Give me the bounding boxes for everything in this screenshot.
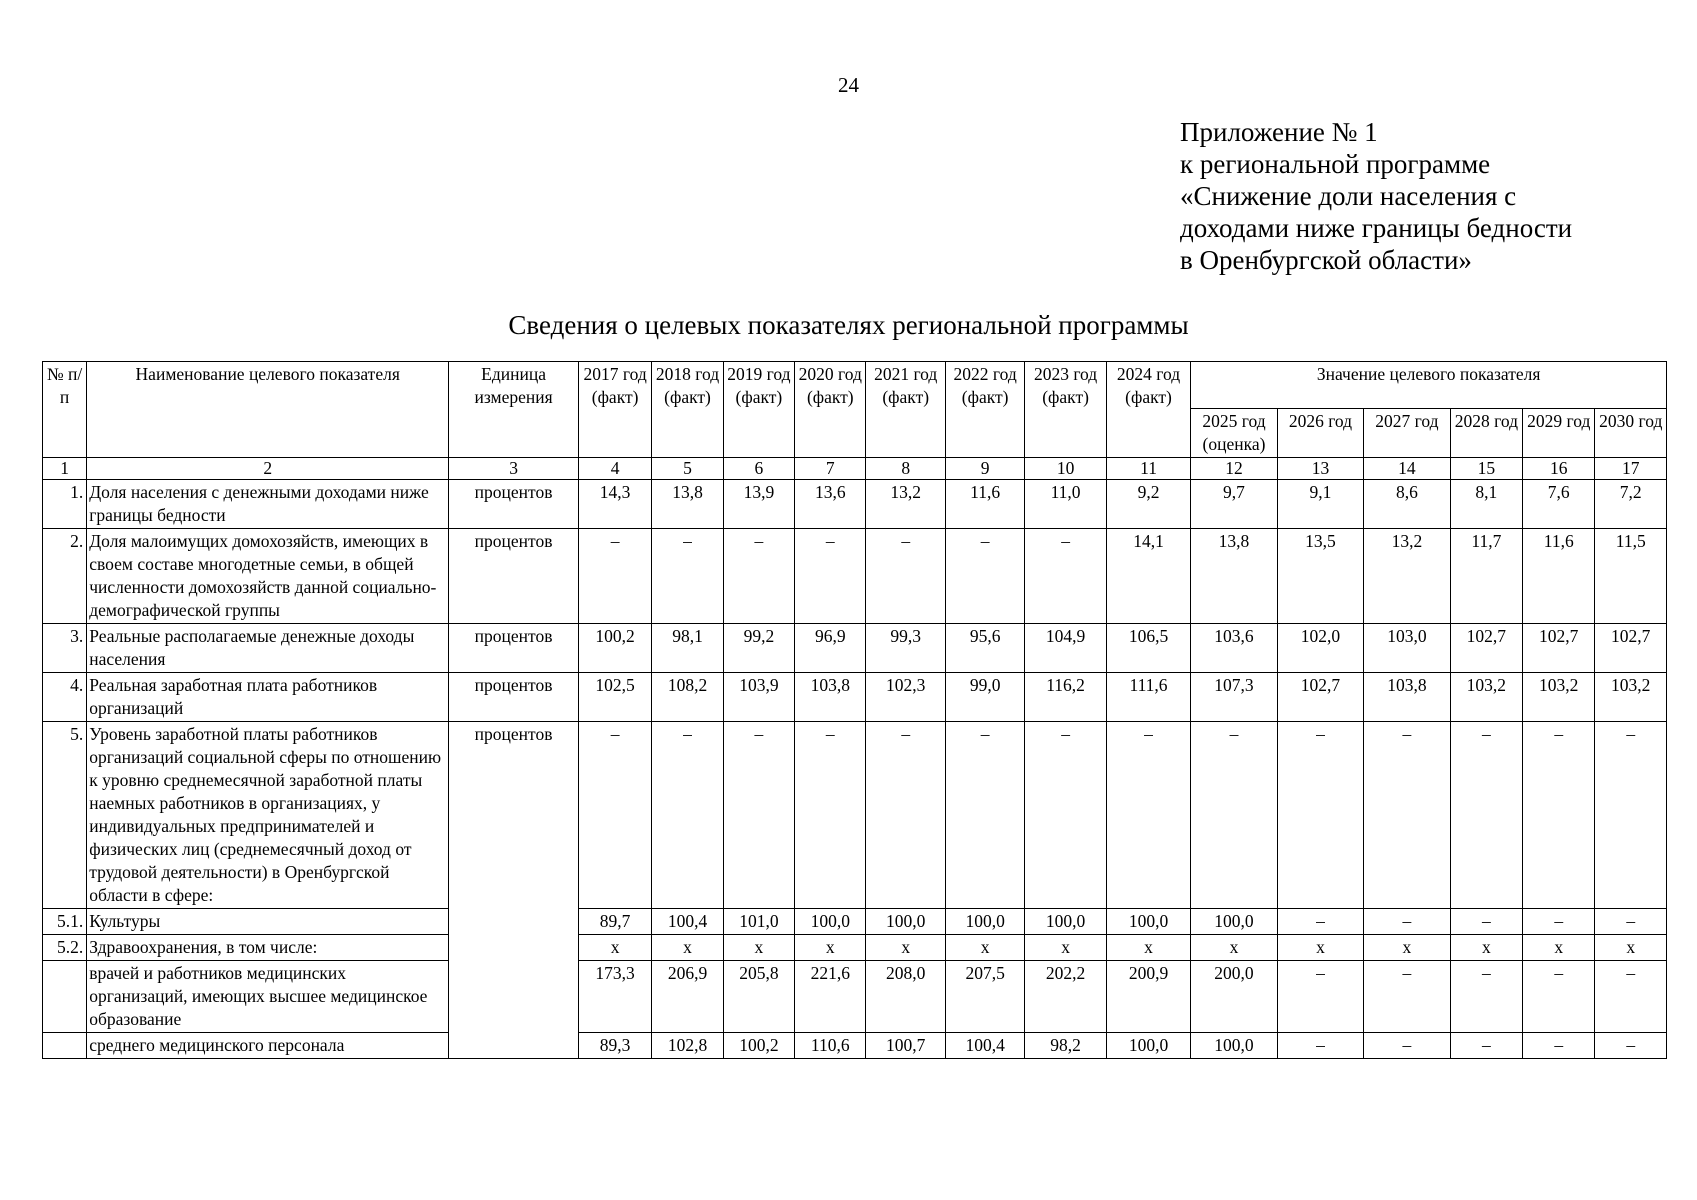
value-cell: 102,7 bbox=[1523, 624, 1595, 673]
value-cell: – bbox=[1106, 722, 1190, 909]
table-row bbox=[43, 480, 1667, 529]
value-cell: – bbox=[652, 722, 723, 909]
value-cell: 13,9 bbox=[723, 480, 794, 529]
row-num: 1. bbox=[43, 480, 87, 529]
value-cell: 13,8 bbox=[652, 480, 723, 529]
row-name: Доля малоимущих домохозяйств, имеющих в своем составе многодетные семьи, в общей численности домохозяйств данной социально-демографической группы bbox=[87, 529, 449, 624]
row-name: Реальные располагаемые денежные доходы населения bbox=[87, 624, 449, 673]
value-cell: – bbox=[1595, 1033, 1667, 1059]
value-cell: 205,8 bbox=[723, 961, 794, 1033]
value-cell: 100,0 bbox=[1106, 909, 1190, 935]
table-row bbox=[43, 529, 1667, 624]
value-cell: 99,3 bbox=[866, 624, 945, 673]
value-cell: 100,2 bbox=[578, 624, 651, 673]
value-cell: 221,6 bbox=[795, 961, 866, 1033]
header-target-year: 2028 год bbox=[1450, 409, 1522, 458]
value-cell: 7,2 bbox=[1595, 480, 1667, 529]
row-unit: процентов bbox=[449, 624, 579, 673]
row-name: Доля населения с денежными доходами ниже границы бедности bbox=[87, 480, 449, 529]
value-cell: 110,6 bbox=[795, 1033, 866, 1059]
value-cell: 103,2 bbox=[1450, 673, 1522, 722]
value-cell: х bbox=[1364, 935, 1450, 961]
header-year: 2021 год (факт) bbox=[866, 362, 945, 458]
row-name: Культуры bbox=[87, 909, 449, 935]
value-cell: 107,3 bbox=[1191, 673, 1277, 722]
value-cell: – bbox=[578, 529, 651, 624]
value-cell: – bbox=[1595, 722, 1667, 909]
table-body bbox=[43, 458, 1667, 1059]
value-cell: х bbox=[795, 935, 866, 961]
column-number: 8 bbox=[866, 458, 945, 480]
value-cell: 9,1 bbox=[1277, 480, 1363, 529]
column-number: 1 bbox=[43, 458, 87, 480]
value-cell: – bbox=[578, 722, 651, 909]
value-cell: 13,8 bbox=[1191, 529, 1277, 624]
row-name: врачей и работников медицинских организаций, имеющих высшее медицинское образование bbox=[87, 961, 449, 1033]
value-cell: 100,4 bbox=[945, 1033, 1024, 1059]
value-cell: – bbox=[1523, 961, 1595, 1033]
column-number: 17 bbox=[1595, 458, 1667, 480]
value-cell: 102,8 bbox=[652, 1033, 723, 1059]
value-cell: – bbox=[1523, 722, 1595, 909]
value-cell: 102,3 bbox=[866, 673, 945, 722]
value-cell: 9,2 bbox=[1106, 480, 1190, 529]
value-cell: 104,9 bbox=[1025, 624, 1106, 673]
value-cell: – bbox=[1595, 961, 1667, 1033]
value-cell: 13,6 bbox=[795, 480, 866, 529]
row-num: 4. bbox=[43, 673, 87, 722]
value-cell: 102,5 bbox=[578, 673, 651, 722]
value-cell: х bbox=[945, 935, 1024, 961]
value-cell: 173,3 bbox=[578, 961, 651, 1033]
appendix-line: в Оренбургской области» bbox=[1180, 245, 1472, 275]
row-unit: процентов bbox=[449, 722, 579, 1059]
value-cell: 102,7 bbox=[1277, 673, 1363, 722]
header-target-year: 2026 год bbox=[1277, 409, 1363, 458]
document-title: Сведения о целевых показателях региональной программы bbox=[508, 310, 1189, 340]
value-cell: 9,7 bbox=[1191, 480, 1277, 529]
column-number: 2 bbox=[87, 458, 449, 480]
value-cell: 13,2 bbox=[866, 480, 945, 529]
value-cell: – bbox=[945, 529, 1024, 624]
value-cell: 96,9 bbox=[795, 624, 866, 673]
header-year: 2019 год (факт) bbox=[723, 362, 794, 458]
value-cell: 14,3 bbox=[578, 480, 651, 529]
value-cell: 89,7 bbox=[578, 909, 651, 935]
value-cell: 106,5 bbox=[1106, 624, 1190, 673]
header-year: 2022 год (факт) bbox=[945, 362, 1024, 458]
value-cell: – bbox=[1364, 1033, 1450, 1059]
value-cell: 11,0 bbox=[1025, 480, 1106, 529]
value-cell: 13,2 bbox=[1364, 529, 1450, 624]
value-cell: – bbox=[945, 722, 1024, 909]
header-target-year: 2030 год bbox=[1595, 409, 1667, 458]
value-cell: – bbox=[652, 529, 723, 624]
row-name: Реальная заработная плата работников организаций bbox=[87, 673, 449, 722]
value-cell: – bbox=[1025, 722, 1106, 909]
value-cell: – bbox=[1277, 1033, 1363, 1059]
value-cell: – bbox=[1277, 909, 1363, 935]
column-number: 14 bbox=[1364, 458, 1450, 480]
page-number: 24 bbox=[838, 73, 859, 97]
value-cell: х bbox=[652, 935, 723, 961]
value-cell: 206,9 bbox=[652, 961, 723, 1033]
value-cell: х bbox=[866, 935, 945, 961]
header-year: 2024 год (факт) bbox=[1106, 362, 1190, 458]
value-cell: х bbox=[578, 935, 651, 961]
value-cell: 100,0 bbox=[1191, 909, 1277, 935]
value-cell: 116,2 bbox=[1025, 673, 1106, 722]
column-number: 7 bbox=[795, 458, 866, 480]
table-row bbox=[43, 673, 1667, 722]
value-cell: 200,0 bbox=[1191, 961, 1277, 1033]
column-number: 4 bbox=[578, 458, 651, 480]
value-cell: 100,4 bbox=[652, 909, 723, 935]
header-year: 2018 год (факт) bbox=[652, 362, 723, 458]
value-cell: 103,2 bbox=[1595, 673, 1667, 722]
value-cell: 100,0 bbox=[866, 909, 945, 935]
value-cell: х bbox=[723, 935, 794, 961]
table-row bbox=[43, 961, 1667, 1033]
column-number: 15 bbox=[1450, 458, 1522, 480]
row-num: 2. bbox=[43, 529, 87, 624]
header-year: 2023 год (факт) bbox=[1025, 362, 1106, 458]
value-cell: 89,3 bbox=[578, 1033, 651, 1059]
value-cell: 103,6 bbox=[1191, 624, 1277, 673]
value-cell: 103,9 bbox=[723, 673, 794, 722]
value-cell: 13,5 bbox=[1277, 529, 1363, 624]
row-name: Уровень заработной платы работников организаций социальной сферы по отношению к уровню среднемесячной заработной платы наемных работников в организациях, у индивидуальных предпринимателей и физических лиц (среднемесячный доход от трудовой деятельности) в Оренбургской области в сфере: bbox=[87, 722, 449, 909]
row-unit: процентов bbox=[449, 480, 579, 529]
value-cell: – bbox=[1364, 961, 1450, 1033]
value-cell: – bbox=[1277, 722, 1363, 909]
value-cell: 103,8 bbox=[1364, 673, 1450, 722]
value-cell: 11,6 bbox=[1523, 529, 1595, 624]
value-cell: х bbox=[1277, 935, 1363, 961]
header-group: Значение целевого показателя bbox=[1191, 362, 1667, 409]
row-name: Здравоохранения, в том числе: bbox=[87, 935, 449, 961]
value-cell: х bbox=[1450, 935, 1522, 961]
row-num: 5.2. bbox=[43, 935, 87, 961]
column-number: 16 bbox=[1523, 458, 1595, 480]
value-cell: 101,0 bbox=[723, 909, 794, 935]
appendix-line: доходами ниже границы бедности bbox=[1180, 213, 1573, 243]
value-cell: 100,0 bbox=[1025, 909, 1106, 935]
row-num: 5.1. bbox=[43, 909, 87, 935]
value-cell: х bbox=[1191, 935, 1277, 961]
value-cell: – bbox=[1277, 961, 1363, 1033]
value-cell: 8,6 bbox=[1364, 480, 1450, 529]
header-year: 2017 год (факт) bbox=[578, 362, 651, 458]
value-cell: – bbox=[1595, 909, 1667, 935]
column-number: 10 bbox=[1025, 458, 1106, 480]
appendix-line: «Снижение доли населения с bbox=[1180, 181, 1517, 211]
value-cell: 102,7 bbox=[1450, 624, 1522, 673]
table-row bbox=[43, 935, 1667, 961]
value-cell: 100,0 bbox=[945, 909, 1024, 935]
appendix-line: к региональной программе bbox=[1180, 149, 1491, 179]
header-name: Наименование целевого показателя bbox=[87, 362, 449, 458]
column-number: 3 bbox=[449, 458, 579, 480]
header-target-year: 2029 год bbox=[1523, 409, 1595, 458]
header-target-year: 2027 год bbox=[1364, 409, 1450, 458]
row-num bbox=[43, 1033, 87, 1059]
value-cell: – bbox=[723, 529, 794, 624]
column-number: 11 bbox=[1106, 458, 1190, 480]
value-cell: 202,2 bbox=[1025, 961, 1106, 1033]
value-cell: – bbox=[1450, 722, 1522, 909]
column-number: 9 bbox=[945, 458, 1024, 480]
table-row bbox=[43, 909, 1667, 935]
value-cell: 103,8 bbox=[795, 673, 866, 722]
value-cell: – bbox=[1523, 1033, 1595, 1059]
value-cell: 11,6 bbox=[945, 480, 1024, 529]
value-cell: – bbox=[1025, 529, 1106, 624]
value-cell: – bbox=[1364, 722, 1450, 909]
row-unit: процентов bbox=[449, 529, 579, 624]
value-cell: 99,0 bbox=[945, 673, 1024, 722]
value-cell: – bbox=[866, 529, 945, 624]
appendix-line: Приложение № 1 bbox=[1180, 117, 1378, 147]
value-cell: 100,0 bbox=[1191, 1033, 1277, 1059]
value-cell: 98,1 bbox=[652, 624, 723, 673]
indicators-table bbox=[42, 361, 1667, 1059]
value-cell: 100,0 bbox=[795, 909, 866, 935]
value-cell: – bbox=[1450, 961, 1522, 1033]
value-cell: 7,6 bbox=[1523, 480, 1595, 529]
value-cell: 98,2 bbox=[1025, 1033, 1106, 1059]
value-cell: 8,1 bbox=[1450, 480, 1522, 529]
appendix-note bbox=[1180, 116, 1572, 276]
table-row bbox=[43, 722, 1667, 909]
row-unit: процентов bbox=[449, 673, 579, 722]
value-cell: – bbox=[1191, 722, 1277, 909]
value-cell: 208,0 bbox=[866, 961, 945, 1033]
value-cell: – bbox=[866, 722, 945, 909]
value-cell: – bbox=[723, 722, 794, 909]
value-cell: 100,0 bbox=[1106, 1033, 1190, 1059]
value-cell: – bbox=[795, 722, 866, 909]
table-row bbox=[43, 1033, 1667, 1059]
column-number: 6 bbox=[723, 458, 794, 480]
header-year: 2020 год (факт) bbox=[795, 362, 866, 458]
value-cell: 207,5 bbox=[945, 961, 1024, 1033]
column-number: 12 bbox=[1191, 458, 1277, 480]
column-number: 13 bbox=[1277, 458, 1363, 480]
value-cell: 102,0 bbox=[1277, 624, 1363, 673]
value-cell: х bbox=[1523, 935, 1595, 961]
value-cell: 11,7 bbox=[1450, 529, 1522, 624]
value-cell: 103,0 bbox=[1364, 624, 1450, 673]
header-unit: Единица измерения bbox=[449, 362, 579, 458]
row-num bbox=[43, 961, 87, 1033]
value-cell: 102,7 bbox=[1595, 624, 1667, 673]
value-cell: 100,7 bbox=[866, 1033, 945, 1059]
value-cell: – bbox=[1364, 909, 1450, 935]
row-name: среднего медицинского персонала bbox=[87, 1033, 449, 1059]
value-cell: х bbox=[1106, 935, 1190, 961]
value-cell: – bbox=[1523, 909, 1595, 935]
value-cell: х bbox=[1595, 935, 1667, 961]
table-row bbox=[43, 624, 1667, 673]
value-cell: – bbox=[1450, 909, 1522, 935]
value-cell: – bbox=[795, 529, 866, 624]
column-numbers-row bbox=[43, 458, 1667, 480]
value-cell: 14,1 bbox=[1106, 529, 1190, 624]
row-num: 3. bbox=[43, 624, 87, 673]
header-target-year: 2025 год (оценка) bbox=[1191, 409, 1277, 458]
value-cell: 108,2 bbox=[652, 673, 723, 722]
column-number: 5 bbox=[652, 458, 723, 480]
header-num: № п/п bbox=[43, 362, 87, 458]
value-cell: 100,2 bbox=[723, 1033, 794, 1059]
row-num: 5. bbox=[43, 722, 87, 909]
value-cell: 103,2 bbox=[1523, 673, 1595, 722]
value-cell: х bbox=[1025, 935, 1106, 961]
value-cell: – bbox=[1450, 1033, 1522, 1059]
value-cell: 200,9 bbox=[1106, 961, 1190, 1033]
value-cell: 111,6 bbox=[1106, 673, 1190, 722]
value-cell: 11,5 bbox=[1595, 529, 1667, 624]
value-cell: 99,2 bbox=[723, 624, 794, 673]
value-cell: 95,6 bbox=[945, 624, 1024, 673]
